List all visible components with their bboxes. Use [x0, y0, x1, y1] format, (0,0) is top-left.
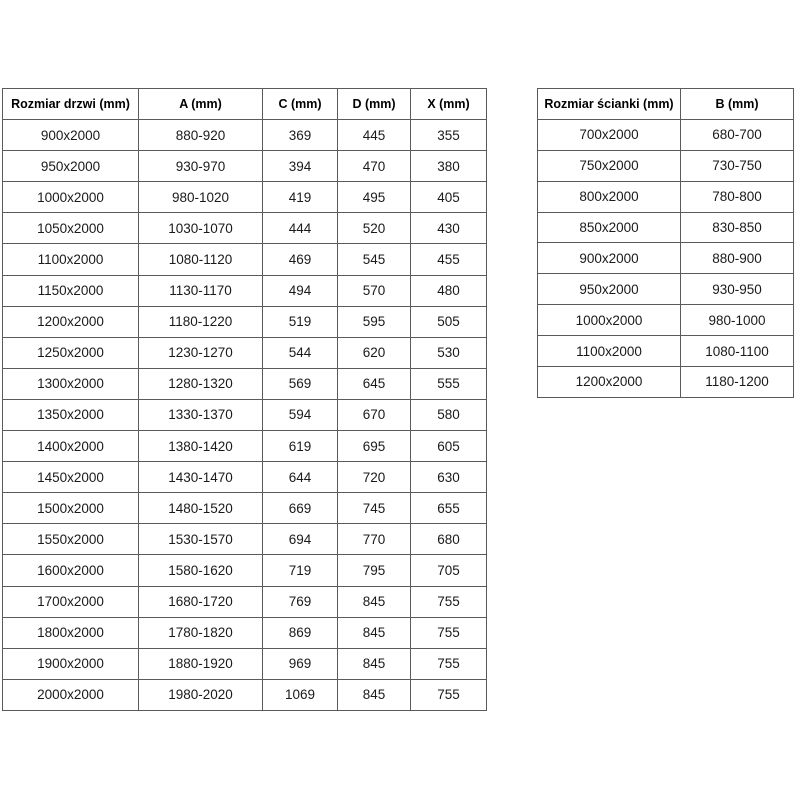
table-cell: 355 [411, 120, 487, 151]
table-cell: 1500x2000 [3, 493, 139, 524]
table-cell: 1000x2000 [538, 305, 681, 336]
table-cell: 520 [338, 213, 411, 244]
table-cell: 900x2000 [3, 120, 139, 151]
table-cell: 969 [263, 648, 338, 679]
table-cell: 2000x2000 [3, 679, 139, 710]
column-header: Rozmiar drzwi (mm) [3, 89, 139, 120]
table-cell: 469 [263, 244, 338, 275]
wall-table-head [538, 89, 794, 120]
table-row [3, 306, 487, 337]
table-row [538, 119, 794, 150]
table-row [3, 586, 487, 617]
table-row [538, 243, 794, 274]
table-cell: 845 [338, 586, 411, 617]
table-cell: 1350x2000 [3, 399, 139, 430]
table-row [3, 120, 487, 151]
column-header: X (mm) [411, 89, 487, 120]
table-cell: 720 [338, 462, 411, 493]
table-cell: 1250x2000 [3, 337, 139, 368]
table-cell: 1550x2000 [3, 524, 139, 555]
table-cell: 1700x2000 [3, 586, 139, 617]
table-cell: 470 [338, 151, 411, 182]
table-cell: 1780-1820 [139, 617, 263, 648]
table-cell: 980-1020 [139, 182, 263, 213]
table-cell: 900x2000 [538, 243, 681, 274]
table-row [3, 617, 487, 648]
table-cell: 1200x2000 [3, 306, 139, 337]
table-cell: 380 [411, 151, 487, 182]
table-cell: 1150x2000 [3, 275, 139, 306]
table-row [3, 337, 487, 368]
table-cell: 930-970 [139, 151, 263, 182]
table-cell: 950x2000 [3, 151, 139, 182]
table-row [538, 181, 794, 212]
table-row [3, 431, 487, 462]
table-cell: 845 [338, 648, 411, 679]
wall-table-header-row [538, 89, 794, 120]
door-table-body [3, 120, 487, 711]
table-row [3, 648, 487, 679]
table-cell: 405 [411, 182, 487, 213]
table-cell: 1330-1370 [139, 399, 263, 430]
table-cell: 1180-1200 [681, 367, 794, 398]
table-cell: 519 [263, 306, 338, 337]
table-cell: 1069 [263, 679, 338, 710]
table-cell: 644 [263, 462, 338, 493]
table-cell: 750x2000 [538, 150, 681, 181]
table-cell: 1130-1170 [139, 275, 263, 306]
table-cell: 705 [411, 555, 487, 586]
table-cell: 845 [338, 617, 411, 648]
table-cell: 680-700 [681, 119, 794, 150]
table-cell: 680 [411, 524, 487, 555]
table-cell: 1230-1270 [139, 337, 263, 368]
table-row [538, 274, 794, 305]
table-cell: 595 [338, 306, 411, 337]
table-cell: 619 [263, 431, 338, 462]
table-row [538, 305, 794, 336]
table-cell: 494 [263, 275, 338, 306]
table-cell: 430 [411, 213, 487, 244]
table-cell: 830-850 [681, 212, 794, 243]
table-cell: 620 [338, 337, 411, 368]
table-cell: 850x2000 [538, 212, 681, 243]
table-cell: 755 [411, 679, 487, 710]
table-cell: 700x2000 [538, 119, 681, 150]
table-cell: 930-950 [681, 274, 794, 305]
wall-size-table [537, 88, 794, 398]
table-row [3, 244, 487, 275]
table-row [3, 493, 487, 524]
table-row [538, 150, 794, 181]
table-row [3, 462, 487, 493]
table-cell: 730-750 [681, 150, 794, 181]
table-cell: 1380-1420 [139, 431, 263, 462]
table-cell: 1880-1920 [139, 648, 263, 679]
table-cell: 569 [263, 368, 338, 399]
table-cell: 669 [263, 493, 338, 524]
table-cell: 800x2000 [538, 181, 681, 212]
table-cell: 780-800 [681, 181, 794, 212]
table-cell: 655 [411, 493, 487, 524]
table-cell: 755 [411, 586, 487, 617]
table-cell: 1430-1470 [139, 462, 263, 493]
table-cell: 745 [338, 493, 411, 524]
table-cell: 695 [338, 431, 411, 462]
wall-table-body [538, 119, 794, 397]
table-cell: 769 [263, 586, 338, 617]
table-cell: 795 [338, 555, 411, 586]
door-table-head [3, 89, 487, 120]
table-cell: 444 [263, 213, 338, 244]
table-cell: 394 [263, 151, 338, 182]
table-cell: 1600x2000 [3, 555, 139, 586]
table-cell: 1100x2000 [538, 336, 681, 367]
table-cell: 480 [411, 275, 487, 306]
table-cell: 369 [263, 120, 338, 151]
table-row [3, 524, 487, 555]
column-header: B (mm) [681, 89, 794, 120]
table-cell: 1300x2000 [3, 368, 139, 399]
table-cell: 419 [263, 182, 338, 213]
table-cell: 755 [411, 648, 487, 679]
table-row [3, 275, 487, 306]
table-cell: 505 [411, 306, 487, 337]
table-cell: 1100x2000 [3, 244, 139, 275]
table-cell: 1450x2000 [3, 462, 139, 493]
table-cell: 1900x2000 [3, 648, 139, 679]
table-row [538, 336, 794, 367]
table-cell: 1680-1720 [139, 586, 263, 617]
table-cell: 445 [338, 120, 411, 151]
table-cell: 869 [263, 617, 338, 648]
table-cell: 845 [338, 679, 411, 710]
table-cell: 1280-1320 [139, 368, 263, 399]
table-cell: 1530-1570 [139, 524, 263, 555]
table-cell: 1050x2000 [3, 213, 139, 244]
table-cell: 1000x2000 [3, 182, 139, 213]
table-cell: 1030-1070 [139, 213, 263, 244]
table-row [3, 679, 487, 710]
table-cell: 1800x2000 [3, 617, 139, 648]
table-cell: 694 [263, 524, 338, 555]
column-header: A (mm) [139, 89, 263, 120]
table-cell: 630 [411, 462, 487, 493]
table-row [538, 212, 794, 243]
table-cell: 1400x2000 [3, 431, 139, 462]
table-cell: 880-920 [139, 120, 263, 151]
table-cell: 1180-1220 [139, 306, 263, 337]
table-cell: 580 [411, 399, 487, 430]
table-cell: 770 [338, 524, 411, 555]
table-row [3, 399, 487, 430]
table-cell: 719 [263, 555, 338, 586]
table-cell: 1580-1620 [139, 555, 263, 586]
table-cell: 670 [338, 399, 411, 430]
table-cell: 980-1000 [681, 305, 794, 336]
table-cell: 605 [411, 431, 487, 462]
table-cell: 1080-1100 [681, 336, 794, 367]
table-cell: 1200x2000 [538, 367, 681, 398]
column-header: D (mm) [338, 89, 411, 120]
table-cell: 495 [338, 182, 411, 213]
table-cell: 880-900 [681, 243, 794, 274]
table-cell: 530 [411, 337, 487, 368]
table-cell: 555 [411, 368, 487, 399]
column-header: C (mm) [263, 89, 338, 120]
door-size-table [2, 88, 487, 711]
table-row [3, 213, 487, 244]
table-cell: 645 [338, 368, 411, 399]
table-cell: 570 [338, 275, 411, 306]
table-cell: 544 [263, 337, 338, 368]
table-cell: 1080-1120 [139, 244, 263, 275]
table-cell: 755 [411, 617, 487, 648]
table-cell: 1980-2020 [139, 679, 263, 710]
table-cell: 455 [411, 244, 487, 275]
table-row [538, 367, 794, 398]
column-header: Rozmiar ścianki (mm) [538, 89, 681, 120]
table-cell: 594 [263, 399, 338, 430]
table-row [3, 368, 487, 399]
door-table-header-row [3, 89, 487, 120]
table-cell: 545 [338, 244, 411, 275]
table-row [3, 555, 487, 586]
table-row [3, 151, 487, 182]
table-cell: 1480-1520 [139, 493, 263, 524]
table-cell: 950x2000 [538, 274, 681, 305]
table-row [3, 182, 487, 213]
